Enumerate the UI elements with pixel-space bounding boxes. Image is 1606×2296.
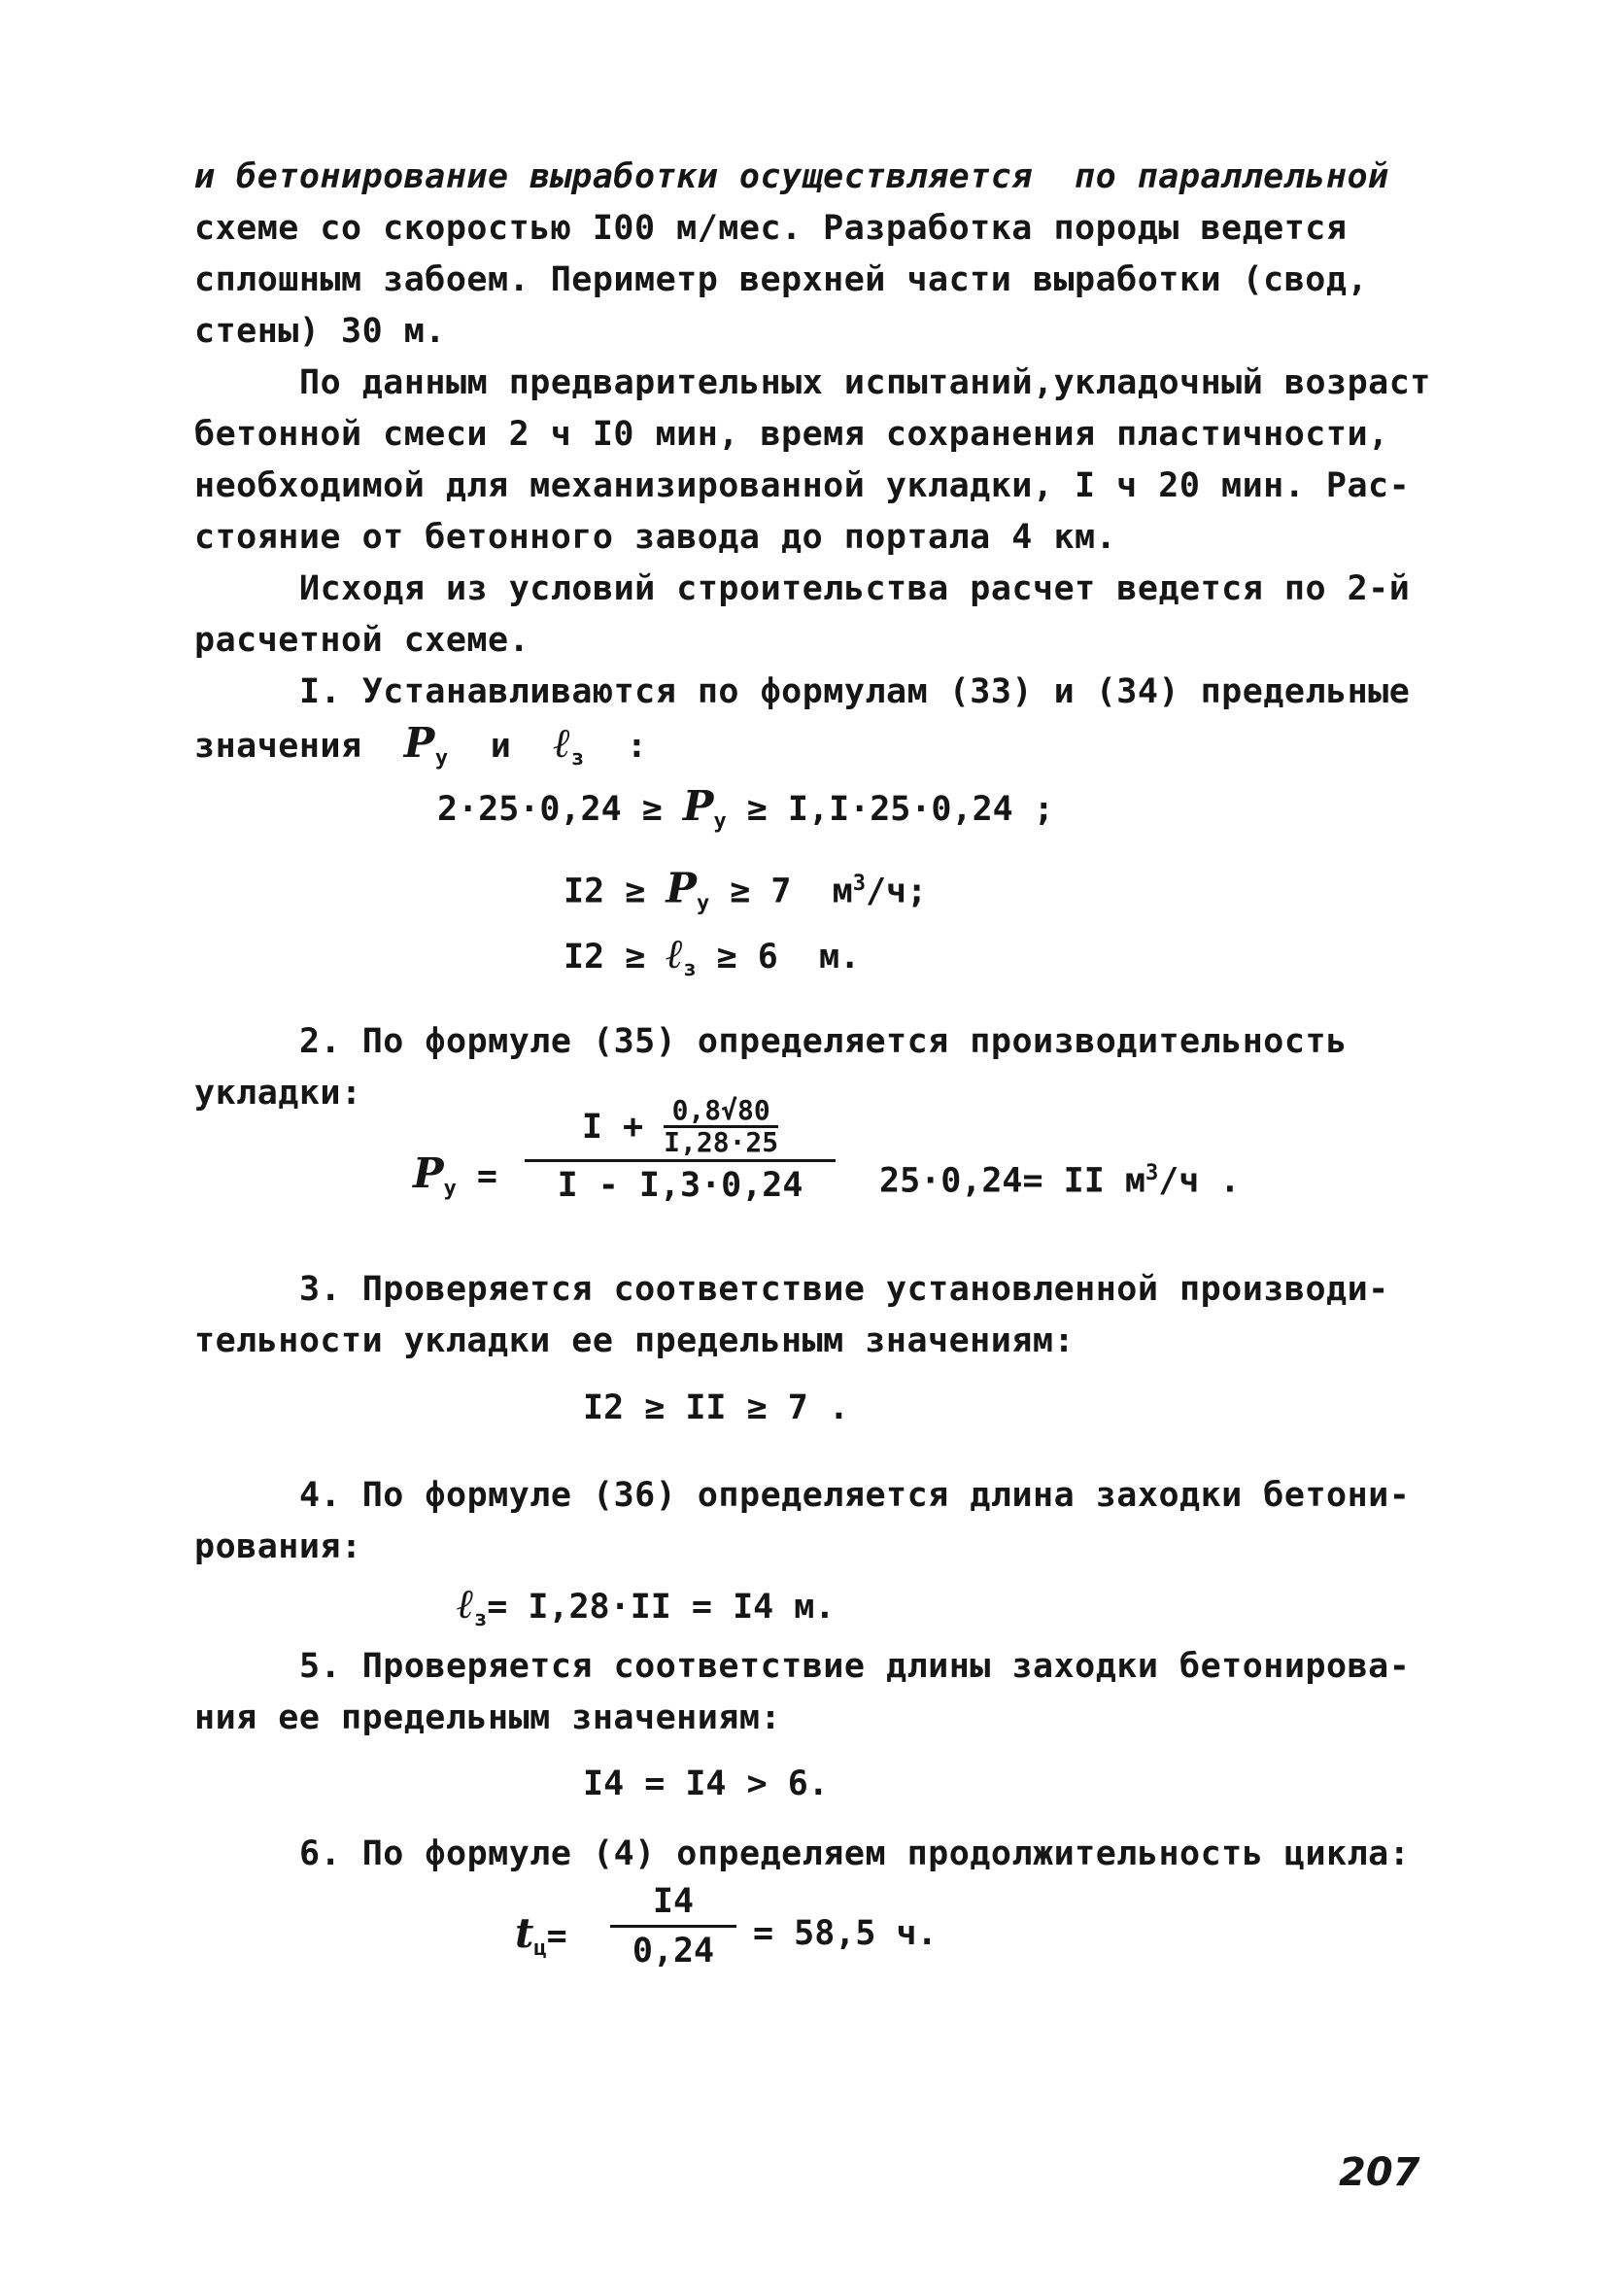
text-line: 3. Проверяется соответствие установленной производи-	[299, 1270, 1389, 1309]
text-line: рования:	[194, 1527, 362, 1566]
text-line: укладки:	[194, 1074, 362, 1113]
text-line: Исходя из условий строительства расчет ведется по 2-й	[299, 569, 1411, 608]
text-line: бетонной смеси 2 ч I0 мин, время сохранения пластичности,	[194, 415, 1389, 454]
equation-7: I4 = I4 > 6.	[583, 1765, 829, 1803]
equation-4-lhs: $P_у$ =	[413, 1149, 519, 1201]
equation-4-rhs: 25·0,24= II $м^3/ч$ .	[879, 1161, 1241, 1201]
page-number: 207	[1339, 2150, 1420, 2195]
text-line: По данным предварительных испытаний,укладочный возраст	[299, 363, 1431, 402]
text-line: стояние от бетонного завода до портала 4 км.	[194, 518, 1117, 557]
equation-5: I2 ≥ II ≥ 7 .	[583, 1388, 849, 1427]
text-line: ния ее предельным значениям:	[194, 1698, 782, 1737]
equation-6: ℓ$_з$= I,28·II = I4 м.	[457, 1580, 836, 1631]
text-line: и бетонирование выработки осуществляется по параллельной	[194, 157, 1389, 196]
equation-4-fraction: I + 0,8√80 I,28·25 I - I,3·0,24	[525, 1096, 836, 1207]
symbol-p: P	[403, 719, 435, 767]
text-line: 5. Проверяется соответствие длины заходки бетонирова-	[299, 1647, 1411, 1686]
text-line: значения $P_у$ и ℓ$_з$ :	[194, 719, 648, 771]
text-line: расчетной схеме.	[194, 621, 530, 660]
text-line: тельности укладки ее предельным значениям:	[194, 1321, 1076, 1360]
text-line: I. Устанавливаются по формулам (33) и (34) предельные	[299, 672, 1411, 711]
text-line: 4. По формуле (36) определяется длина заходки бетони-	[299, 1476, 1411, 1515]
text-line: 6. По формуле (4) определяем продолжительность цикла:	[299, 1834, 1411, 1873]
equation-8-rhs: = 58,5 ч.	[753, 1914, 938, 1953]
text-line: сплошным забоем. Периметр верхней части выработки (свод,	[194, 260, 1369, 299]
equation-1: $2\cdot 25\cdot 0,24 \ge P_у \ge I,I\cdot 25\cdot 0,24$ ;	[437, 782, 1054, 834]
equation-3: I2 ≥ ℓ$_з$ ≥ 6 м.	[564, 930, 861, 981]
equation-2: $I2 \ge P_у \ge 7$ $м^3/ч$;	[564, 864, 928, 916]
text-line: 2. По формуле (35) определяется производительность	[299, 1022, 1348, 1061]
text-line: стены) 30 м.	[194, 312, 446, 351]
text-line: необходимой для механизированной укладки, I ч 20 мин. Рас-	[194, 466, 1411, 505]
equation-8-fraction: I4 0,24	[610, 1880, 736, 1972]
symbol-l: ℓ	[553, 719, 571, 767]
equation-8-lhs: $t_ц=$	[515, 1909, 567, 1961]
text-line: схеме со скоростью I00 м/мес. Разработка породы ведется	[194, 209, 1348, 248]
